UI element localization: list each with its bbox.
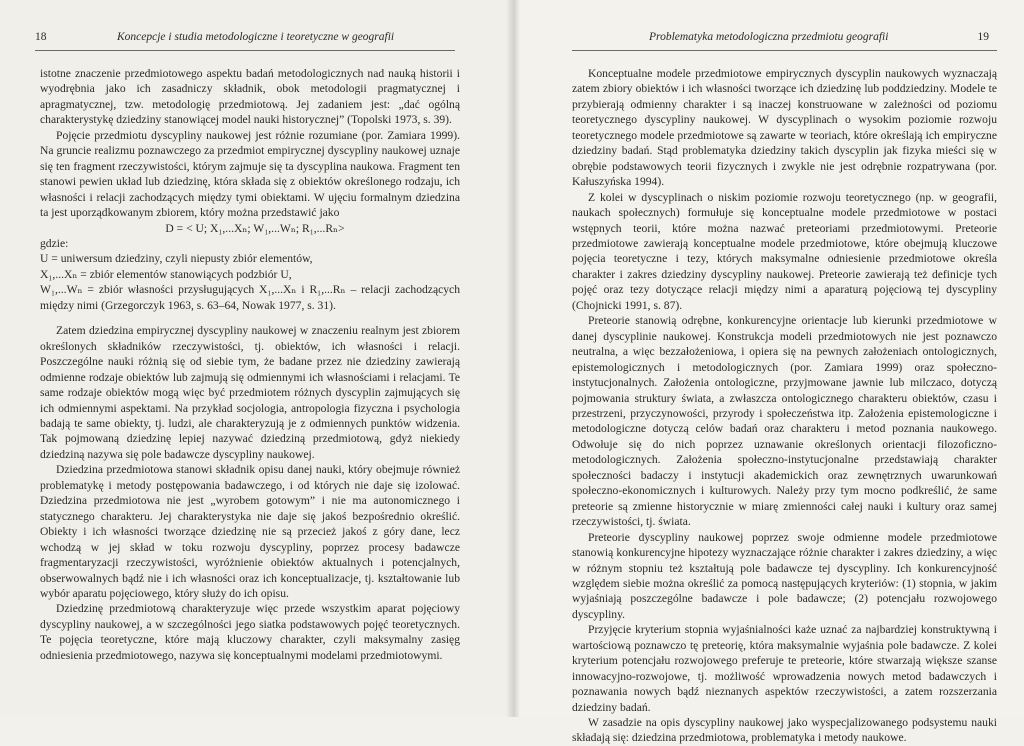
left-page [0,0,512,717]
definition-line: W₁,...Wₙ = zbiór własności przysługujących X₁,...Xₙ i R₁,...Rₙ – relacji zachodzących między nimi (Grzegorczyk 1963, s. 63–64, Nowak 1977, s. 31). [40,283,460,312]
paragraph: Preteorie stanowią odrębne, konkurencyjne orientacje lub kierunki przedmiotowe w danej dyscyplinie naukowej. Konstrukcja modeli przedmiotowych nie jest poznawczo neutralna, a więc bezzałożeniowa, i opiera się na pewnych założeniach ontologicznych, epistemologicznych i metodologicznych (por. Zamiara 1999) oraz społeczno-instytucjonalnych. Założenia ontologiczne, przyjmowane jawnie lub milczaco, dotyczą pojmowania struktury świata, a zwłaszcza ontologicznego charakteru obiektów, czasu i przestrzeni, przyczynowości, przyrody i społeczeństwa itp. Założenia epistemologiczne i metodologiczne dotyczą celów badań oraz charakteru i metod poznania naukowego. Odwołuje się do nich poprzez uznawanie określonych orientacji filozoficzno-metodologicznych. Założenia społeczno-instytucjonalne przedstawiają charakter społeczności badaczy i instytucji akademickich oraz zewnętrznych uwarunkowań społeczno-ekonomicznych i kulturowych. Należy przy tym mocno podkreślić, że same preteorie są zmienne historycznie w miarę zmienności całej nauki i kultury oraz samej rzeczywistości, tj. świata. [572,314,997,529]
left-page-number: 18 [35,31,47,43]
paragraph: Dziedzina przedmiotowa stanowi składnik opisu danej nauki, który obejmuje również problematykę i metody postępowania badawczego, i od których nie daje się izolować. Dziedzina przedmiotowa nie jest „wyrobem gotowym” i nie ma autonomicznego i statycznego charakteru. Jej charakterystyka nie daje się jakoś bezpośrednio określić. Obiekty i ich własności tworzące dziedzinę nie są przecież jakoś z góry dane, lecz wchodzą w jej skład w toku rozwoju dyscypliny, poprzez procesy badawcze fragmentaryzacji rzeczywistości, wyróżnienie obiektów aktualnych i potencjalnych, obserwowalnych bądź nie i ich własności oraz ich konceptualizacje, tj. kształtowanie lub wybór aparatu pojęciowego, który służy do ich opisu. [40,463,460,600]
paragraph: Dziedzinę przedmiotową charakteryzuje więc przede wszystkim aparat pojęciowy dyscypliny naukowej, a w szczególności jego siatka podstawowych pojęć teoretycznych. Te pojęcia teoretyczne, które mają kluczowy charakter, czyli maksymalny zasięg odniesienia przedmiotowego, nazywa się konceptualnymi modelami przedmiotowymi. [40,602,460,662]
right-page-number: 19 [977,31,989,43]
paragraph: Pojęcie przedmiotu dyscypliny naukowej jest różnie rozumiane (por. Zamiara 1999). Na gruncie realizmu poznawczego za przedmiot empirycznej dyscypliny naukowej uznaje się ten fragment rzeczywistości, którym zajmuje się ta dyscyplina naukowa. Fragment ten stanowi pewien układ lub dziedzinę, która składa się z obiektów określonego rodzaju, ich własności i relacji zachodzących między tymi obiektami. W ujęciu formalnym dziedzina ta jest uporządkowanym zbiorem, który można przedstawić jako [40,128,460,220]
paragraph: Przyjęcie kryterium stopnia wyjaśnialności każe uznać za najbardziej konstruktywną i wartościową poznawczo tę preteorię, która maksymalnie wyjaśnia pole badawcze. Z kolei kryterium potencjału rozwojowego preferuje te preteorie, które stwarzają większe szanse innowacyjno-rozwojowe, tj. możliwość wprowadzenia nowych metod badawczych i poznawania nowych bądź nieznanych aspektów rzeczywistości, a zatem rozszerzania dziedziny badań. [572,623,997,714]
paragraph: Z kolei w dyscyplinach o niskim poziomie rozwoju teoretycznego (np. w geografii, naukach społecznych) formułuje się konceptualne modele przedmiotowe w postaci wstępnych teorii, które można nazwać preteoriami przedmiotowymi. Preteorie przedmiotowe zawierają konceptualne modele przedmiotowe, które obejmują kluczowe pojęcia teoretyczne i tezy, których maksymalne odniesienie przedmiotowe określa charakter i zakres dziedziny dyscypliny naukowej. Preteorie zawierają też definicje tych pojęć oraz tezy dotyczące relacji między nimi a aparaturą pojęciową tej dyscypliny (Chojnicki 1991, s. 87). [572,190,997,312]
right-running-head: Problematyka metodologiczna przedmiotu geografii [649,31,889,43]
paragraph: Preteorie dyscypliny naukowej poprzez swoje odmienne modele przedmiotowe stanowią konkurencyjne hipotezy wyznaczające różnie charakter i zakres dziedziny, a więc w różnym stopniu też kształtują pole badawcze tej dyscypliny. Ich konkurencyjność względem siebie można określić za pomocą następujących kryteriów: (1) stopnia, w jakim wyjaśniają poszczególne badawcze i pole badawcze; (2) potencjału rozwojowego dyscypliny. [572,530,997,621]
left-body-text [40,66,460,663]
left-running-head: Koncepcje i studia metodologiczne i teoretyczne w geografii [117,31,395,43]
paragraph: Konceptualne modele przedmiotowe empirycznych dyscyplin naukowych wyznaczają zatem zbiory obiektów i ich własności tworzące ich dziedzinę lub poddziedziny. Modele te przybierają odmienny charakter i są inaczej konstruowane w zależności od poziomu teoretycznego dyscypliny naukowej. W dyscyplinach o wysokim poziomie rozwoju teoretycznego modele przedmiotowe są zawarte w teoriach, które określają ich empiryczne dziedziny badań. Stąd problematyka dziedziny takich dyscyplin jak fizyka mieści się w obrębie podstawowych teorii fizycznych i zwykle nie jest odrębnie rozpatrywana (por. Kałuszyńska 1994). [572,67,997,189]
formula: D = < U; X₁,...Xₙ; W₁,...Wₙ; R₁,...Rₙ> [165,221,345,235]
paragraph: W zasadzie na opis dyscypliny naukowej jako wyspecjalizowanego podsystemu nauki składają się: dziedzina przedmiotowa, problematyka i metody naukowe. [572,716,997,745]
left-running-header [35,31,455,51]
right-body-text [572,66,997,746]
definition-line: U = uniwersum dziedziny, czyli niepusty zbiór elementów, [40,252,313,266]
definition-line: X₁,...Xₙ = zbiór elementów stanowiących podzbiór U, [40,267,292,281]
right-running-header [572,31,997,51]
paragraph: Zatem dziedzina empirycznej dyscypliny naukowej w znaczeniu realnym jest zbiorem określonych składników rzeczywistości, tj. obiektów, ich własności i relacji. Poszczególne nauki różnią się od siebie tym, że badane przez nie dziedziny zawierają odmienne rodzaje obiektów lub zajmują się odmiennymi ich własnościami i relacjami. Te same rodzaje obiektów mogą więc być przedmiotem różnych dyscyplin zajmujących się ich odmiennymi aspektami. Na przykład socjologia, antropologia fizyczna i psychologia badają te same obiekty, tj. ludzi, ale charakteryzują je z odmiennych punktów widzenia. Tak pojmowaną dziedzinę lepiej nazywać dziedziną przedmiotową, gdyż niekiedy dziedziną nazywa się pole badawcze dyscypliny naukowej. [40,324,460,461]
book-gutter [506,0,520,717]
right-page [512,0,1024,745]
paragraph: istotne znaczenie przedmiotowego aspektu badań metodologicznych nad nauką historii i wyodrębnia jako ich zasadniczy składnik, obok metodologii pragmatycznej i apragmatycznej, tzw. metodologię przedmiotową. Jej zadaniem jest: „dać ogólną charakterystykę dziedziny stanowiącej model nauki historycznej” (Topolski 1973, s. 39). [40,67,460,127]
formula-definitions [40,236,460,313]
definition-line: gdzie: [40,236,69,250]
